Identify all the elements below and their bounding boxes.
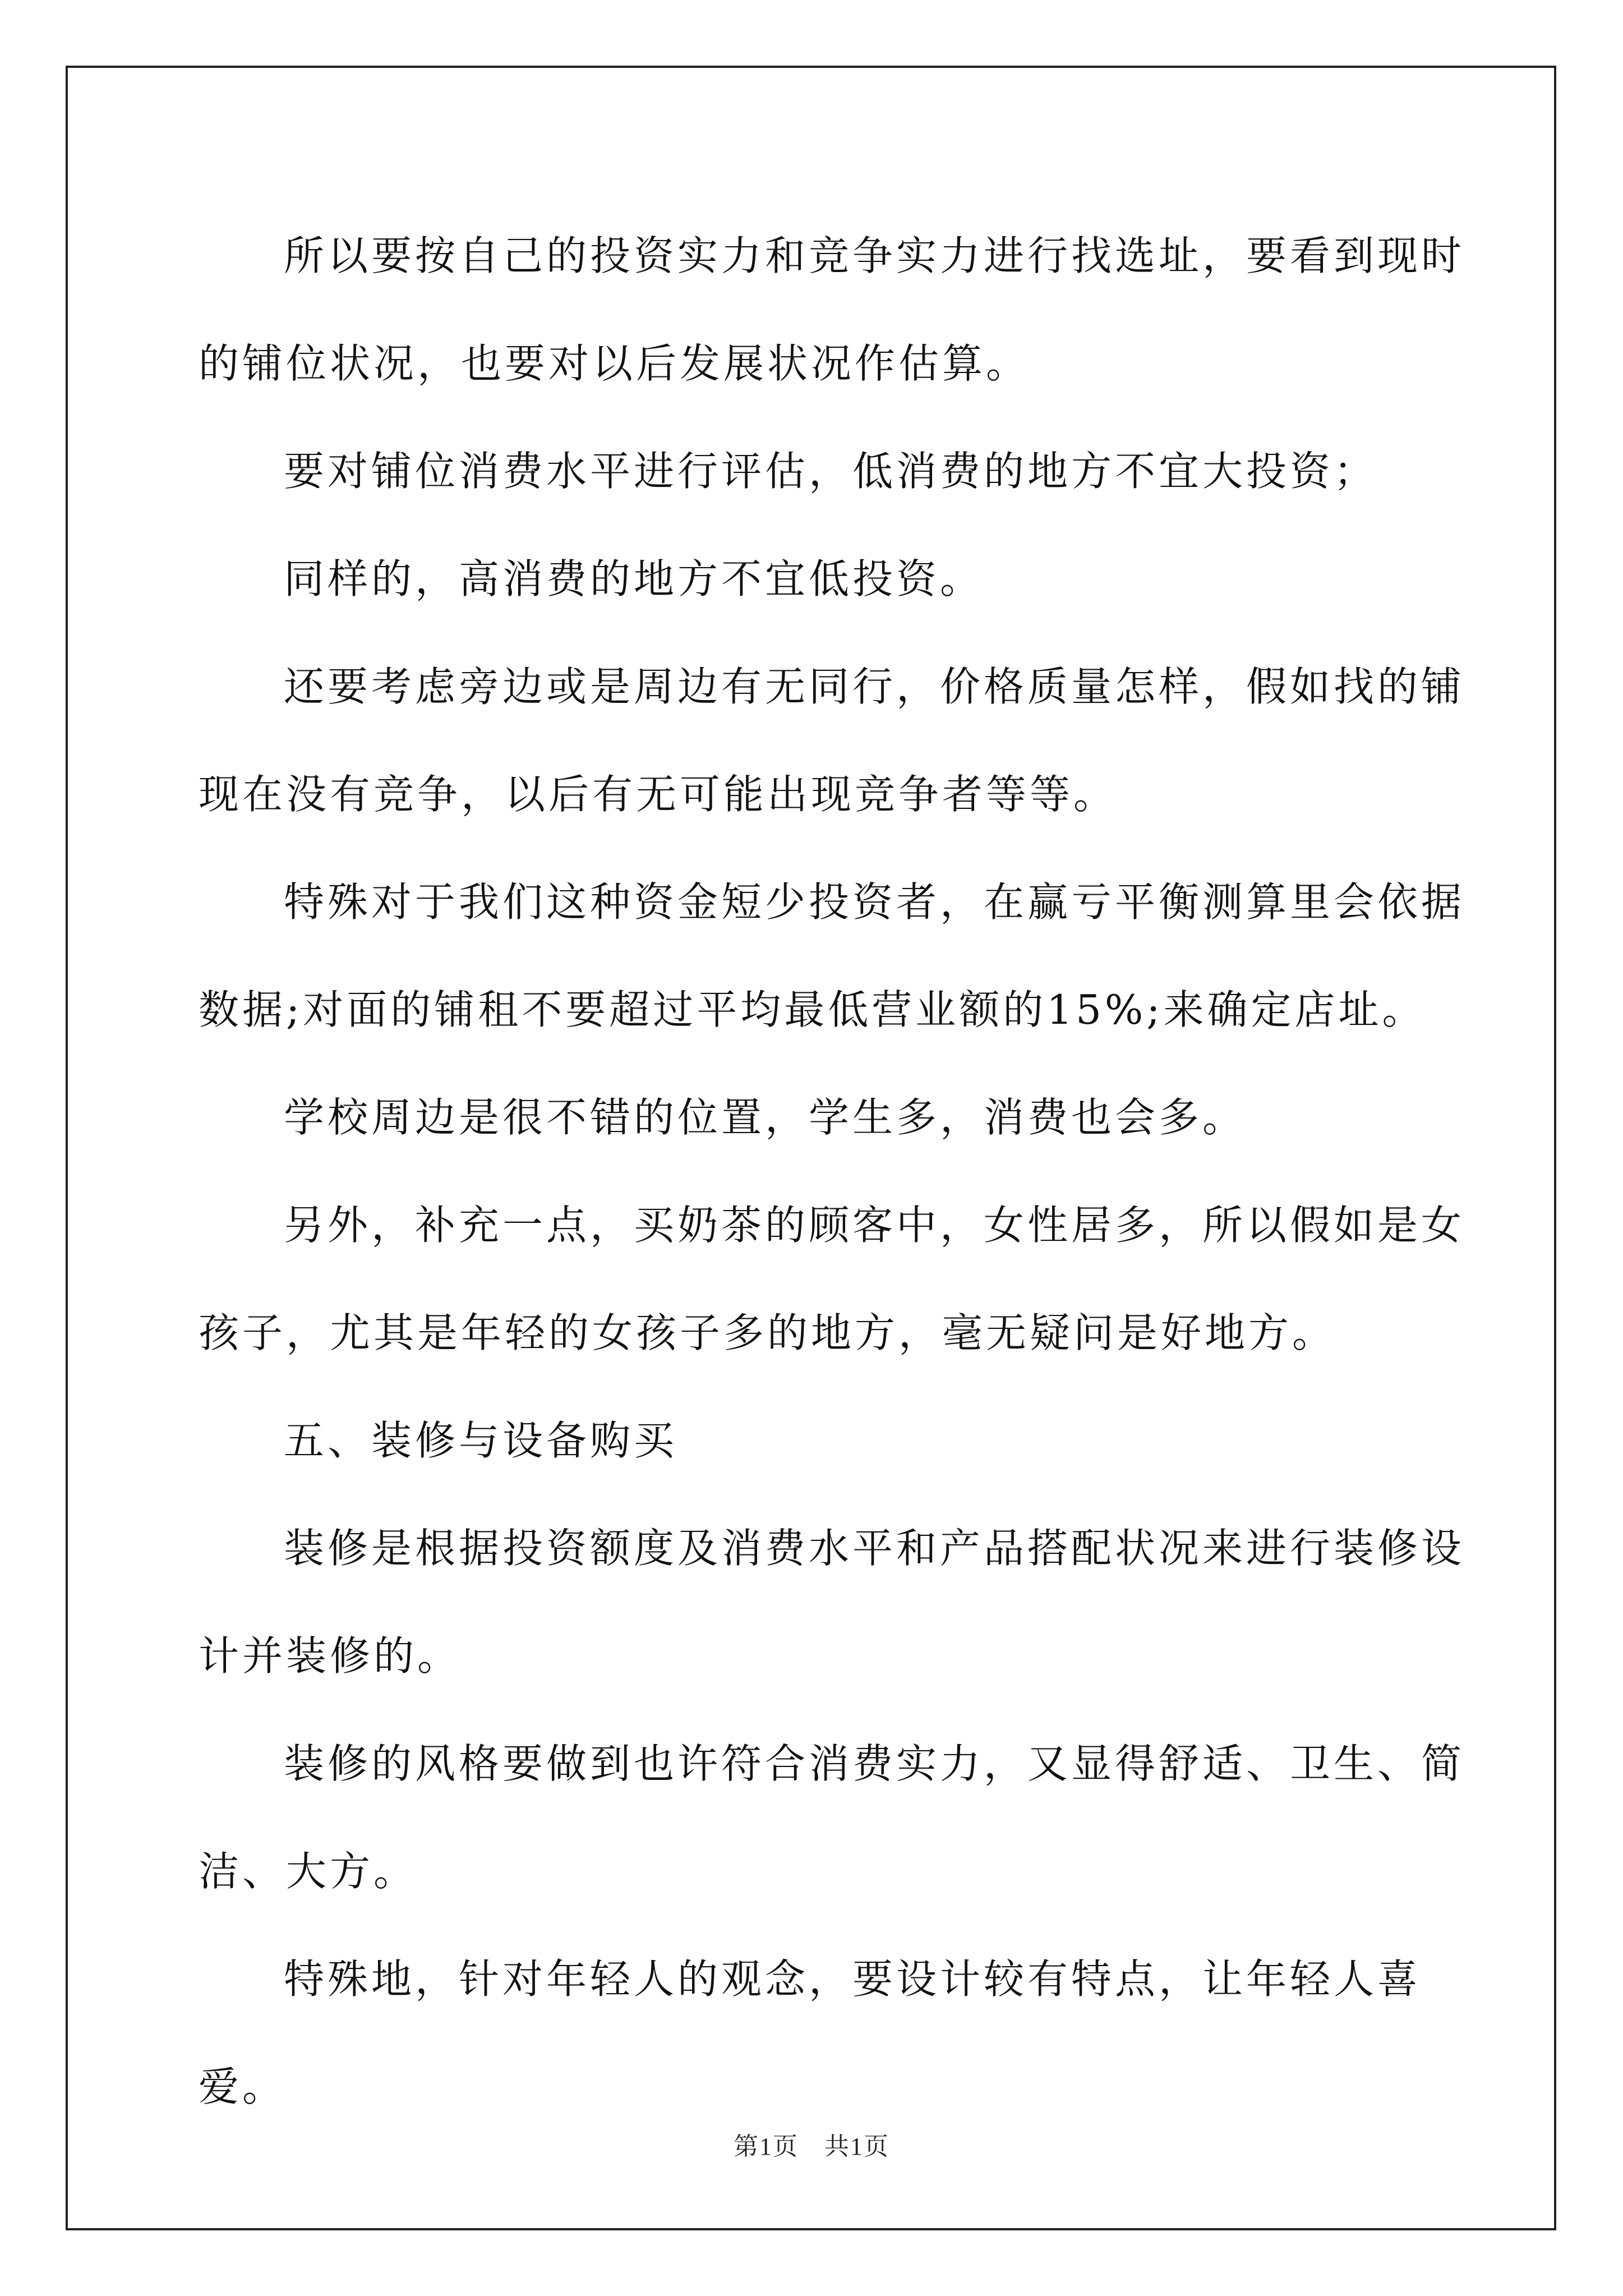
paragraph: 同样的，高消费的地方不宜低投资。	[284, 555, 984, 602]
paragraph: 还要考虑旁边或是周边有无同行，价格质量怎样，假如找的铺现在没有竞争，以后有无可能出现竞争者等等。	[199, 663, 1465, 818]
page-footer: 第1页 共1页	[734, 2133, 889, 2160]
paragraph: 特殊对于我们这种资金短少投资者，在赢亏平衡测算里会依据数据;对面的铺租不要超过平均最低营业额的15%;来确定店址。	[199, 878, 1465, 1033]
paragraph: 要对铺位消费水平进行评估，低消费的地方不宜大投资；	[284, 448, 1378, 495]
document-body	[199, 202, 1483, 2141]
paragraph: 另外，补充一点，买奶茶的顾客中，女性居多，所以假如是女孩子，尤其是年轻的女孩子多的地方，毫无疑问是好地方。	[199, 1202, 1465, 1356]
paragraph: 所以要按自己的投资实力和竞争实力进行找选址，要看到现时的铺位状况，也要对以后发展状况作估算。	[199, 232, 1465, 387]
paragraph: 装修是根据投资额度及消费水平和产品搭配状况来进行装修设计并装修的。	[199, 1525, 1465, 1680]
paragraph: 学校周边是很不错的位置，学生多，消费也会多。	[284, 1094, 1247, 1141]
section-heading: 五、装修与设备购买	[284, 1417, 678, 1464]
paragraph: 特殊地，针对年轻人的观念，要设计较有特点，让年轻人喜爱。	[199, 1955, 1422, 2110]
paragraph: 装修的风格要做到也许符合消费实力，又显得舒适、卫生、简洁、大方。	[199, 1740, 1465, 1895]
